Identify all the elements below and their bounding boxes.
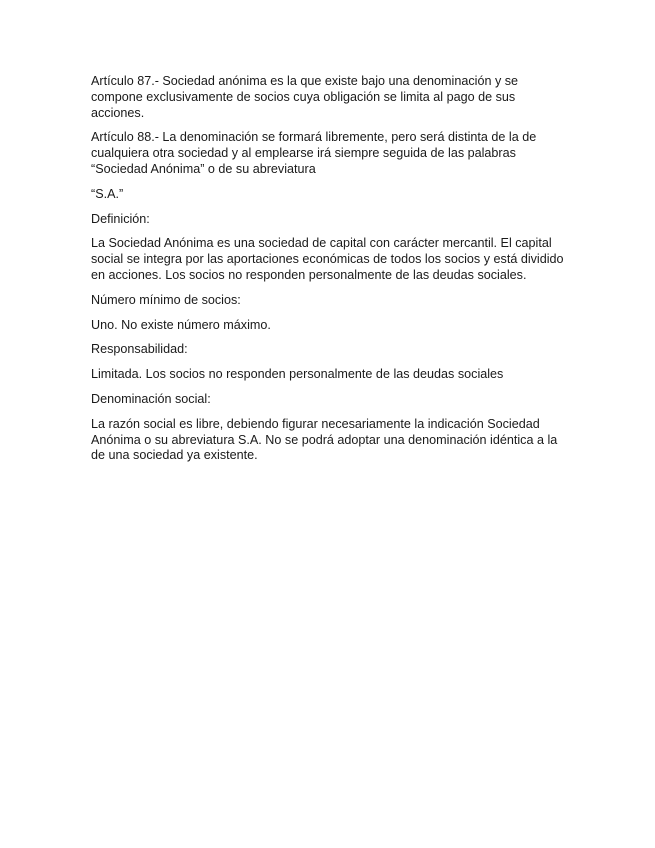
definition-paragraph: La Sociedad Anónima es una sociedad de capital con carácter mercantil. El capital social se integra por las aportaciones económicas de todos los socios y está dividido en acciones. Los socios no responden personalmente de las deudas sociales. [91, 236, 564, 282]
minimum-partners-heading: Número mínimo de socios: [91, 292, 241, 307]
liability-heading: Responsabilidad: [91, 342, 188, 357]
definition-heading: Definición: [91, 211, 150, 226]
abbreviation-paragraph: “S.A.” [91, 186, 124, 201]
liability-paragraph: Limitada. Los socios no responden personalmente de las deudas sociales [91, 367, 504, 382]
minimum-partners-paragraph: Uno. No existe número máximo. [91, 317, 271, 332]
company-name-heading: Denominación social: [91, 391, 211, 406]
article-88-paragraph: Artículo 88.- La denominación se formará libremente, pero será distinta de la de cualquiera otra sociedad y al emplearse irá siempre seguida de las palabras “Sociedad Anónima” o de su abreviatura [91, 130, 537, 176]
article-87-paragraph: Artículo 87.- Sociedad anónima es la que existe bajo una denominación y se compone exclusivamente de socios cuya obligación se limita al pago de sus acciones. [91, 74, 519, 120]
document-page [91, 74, 569, 473]
company-name-paragraph: La razón social es libre, debiendo figurar necesariamente la indicación Sociedad Anónima o su abreviatura S.A. No se podrá adoptar una denominación idéntica a la de una sociedad ya existente. [91, 416, 558, 463]
